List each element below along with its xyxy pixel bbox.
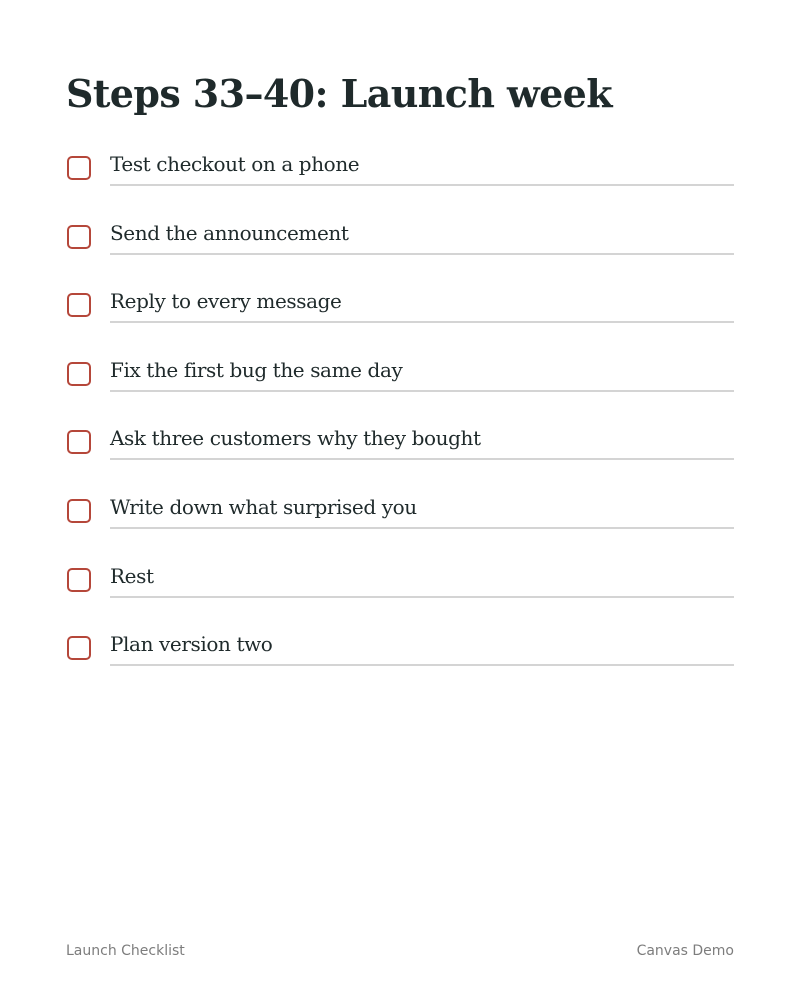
item-label: Write down what surprised you	[110, 494, 417, 519]
item-label: Send the announcement	[110, 220, 349, 245]
checkbox[interactable]	[67, 636, 91, 660]
item-underline	[110, 420, 734, 460]
checklist-item	[66, 146, 734, 215]
item-underline	[110, 146, 734, 186]
checklist-item	[66, 215, 734, 284]
checklist-item	[66, 283, 734, 352]
item-underline	[110, 489, 734, 529]
checkbox[interactable]	[67, 362, 91, 386]
item-underline	[110, 352, 734, 392]
item-underline	[110, 215, 734, 255]
item-label: Rest	[110, 563, 154, 588]
checkbox[interactable]	[67, 293, 91, 317]
checklist	[66, 146, 734, 695]
footer-credit: Canvas Demo	[636, 943, 734, 959]
item-label: Ask three customers why they bought	[110, 426, 481, 451]
item-label: Test checkout on a phone	[110, 152, 360, 176]
item-underline	[110, 558, 734, 598]
checklist-item	[66, 352, 734, 421]
checkbox[interactable]	[67, 430, 91, 454]
item-underline	[110, 626, 734, 666]
checklist-item	[66, 420, 734, 489]
checklist-item	[66, 558, 734, 627]
checklist-item	[66, 626, 734, 695]
page-title: Steps 33–40: Launch week	[66, 71, 612, 116]
checklist-item	[66, 489, 734, 558]
checkbox[interactable]	[67, 225, 91, 249]
footer-app-name: Launch Checklist	[66, 943, 185, 959]
checkbox[interactable]	[67, 499, 91, 523]
item-underline	[110, 283, 734, 323]
checkbox[interactable]	[67, 156, 91, 180]
checkbox[interactable]	[67, 568, 91, 592]
item-label: Reply to every message	[110, 289, 342, 314]
item-label: Fix the first bug the same day	[110, 357, 403, 382]
item-label: Plan version two	[110, 632, 273, 657]
